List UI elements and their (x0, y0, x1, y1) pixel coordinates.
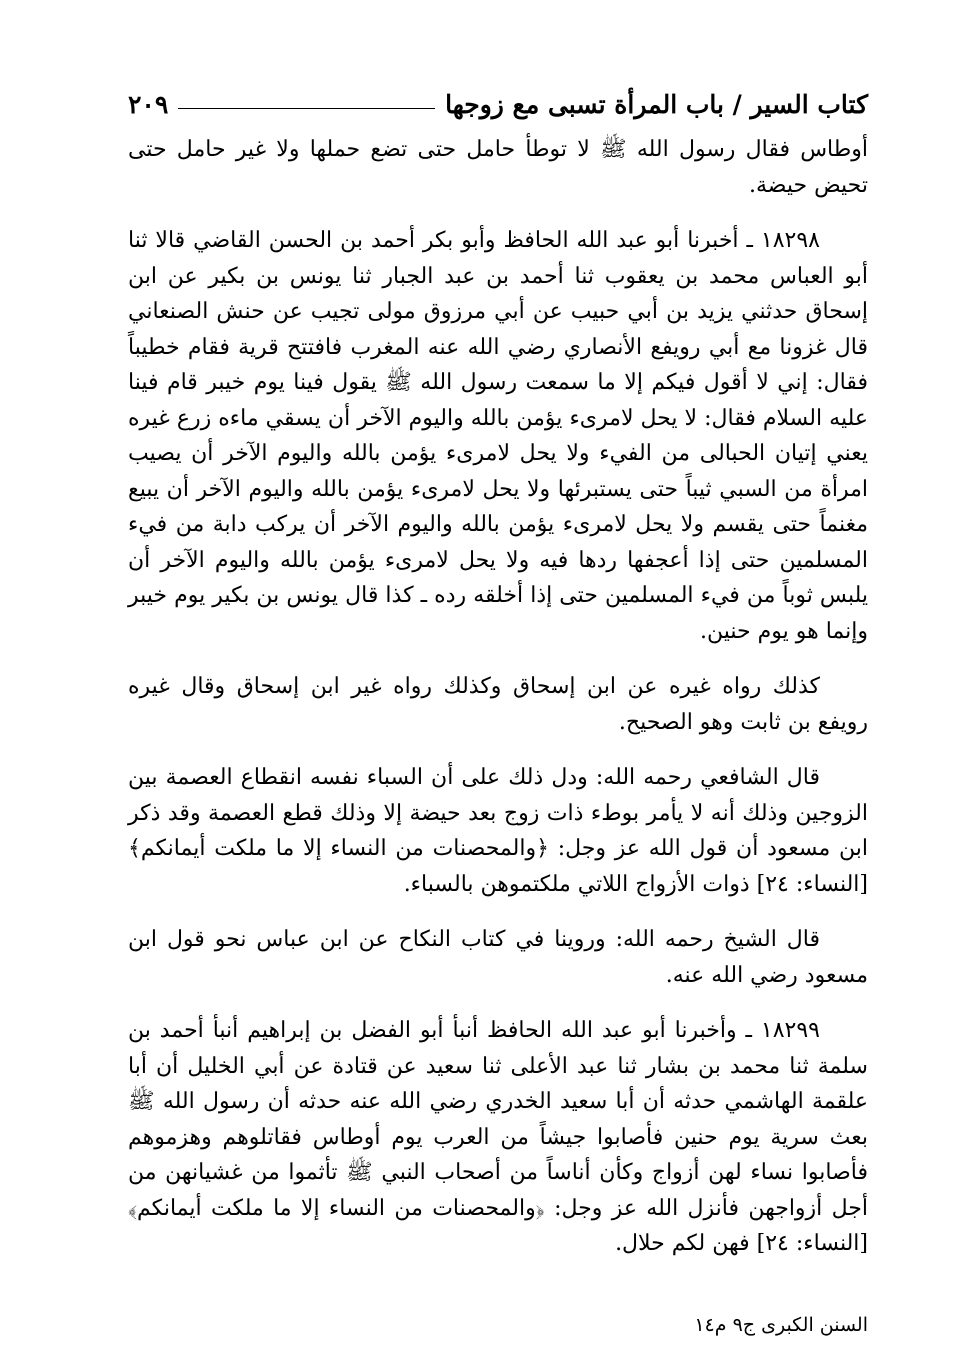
volume-signature: السنن الكبرى ج٩ م١٤ (694, 1314, 868, 1336)
paragraph-shaykh-comment: قال الشيخ رحمه الله: وروينا في كتاب النكاح عن ابن عباس نحو قول ابن مسعود رضي الله عنه. (128, 927, 868, 988)
page-number: ٢٠٩ (128, 89, 169, 119)
page-header (128, 84, 868, 124)
paragraph-hadith-18299: ١٨٢٩٩ ـ وأخبرنا أبو عبد الله الحافظ أنبأ أبو الفضل بن إبراهيم أنبأ أحمد بن سلمة ثنا محمد بن بشار ثنا عبد الأعلى ثنا سعيد عن قتادة عن أبي الخليل أن أبا علقمة الهاشمي حدثه أن أبا سعيد الخدري رضي الله عنه حدثه أن رسول الله ﷺ بعث سرية يوم حنين فأصابوا جيشاً من العرب يوم أوطاس فقاتلوهم وهزموهم فأصابوا نساء لهن أزواج وكأن أناساً من أصحاب النبي ﷺ تأثموا من غشيانهن من أجل أزواجهن فأنزل الله عز وجل: ﴿والمحصنات من النساء إلا ما ملكت أيمانكم﴾ [النساء: ٢٤] فهن لكم حلال. (128, 1018, 868, 1256)
header-rule (178, 108, 435, 109)
paragraph-shafii-comment: قال الشافعي رحمه الله: ودل ذلك على أن السباء نفسه انقطاع العصمة بين الزوجين وذلك أنه لا يأمر بوطء ذات زوج بعد حيضة إلا وذلك قطع العصمة وقد ذكر ابن مسعود أن قول الله عز وجل: ﴿والمحصنات من النساء إلا ما ملكت أيمانكم﴾ [النساء: ٢٤] ذوات الأزواج اللاتي ملكتموهن بالسباء. (128, 765, 868, 897)
running-title: كتاب السير / باب المرأة تسبى مع زوجها (445, 89, 868, 119)
page-body (128, 132, 868, 1282)
paragraph-continuation: أوطاس فقال رسول الله ﷺ لا توطأ حامل حتى تضع حملها ولا غير حامل حتى تحيض حيضة. (128, 137, 868, 198)
paragraph-narration-note: كذلك رواه غيره عن ابن إسحاق وكذلك رواه غير ابن إسحاق وقال غيره رويفع بن ثابت وهو الصحيح. (128, 674, 868, 735)
paragraph-hadith-18298: ١٨٢٩٨ ـ أخبرنا أبو عبد الله الحافظ وأبو بكر أحمد بن الحسن القاضي قالا ثنا أبو العباس محمد بن يعقوب ثنا أحمد بن عبد الجبار ثنا يونس بن بكير عن ابن إسحاق حدثني يزيد بن أبي حبيب عن أبي مرزوق مولى تجيب عن حنش الصنعاني قال غزونا مع أبي رويفع الأنصاري رضي الله عنه المغرب فافتتح قرية فقام خطيباً فقال: إني لا أقول فيكم إلا ما سمعت رسول الله ﷺ يقول فينا يوم خيبر قام فينا عليه السلام فقال: لا يحل لامرىء يؤمن بالله واليوم الآخر أن يسقي ماءه زرع غيره يعني إتيان الحبالى من الفيء ولا يحل لامرىء يؤمن بالله واليوم الآخر أن يصيب امرأة من السبي ثيباً حتى يستبرئها ولا يحل لامرىء يؤمن بالله واليوم الآخر أن يبيع مغنماً حتى يقسم ولا يحل لامرىء يؤمن بالله واليوم الآخر أن يركب دابة من فيء المسلمين حتى إذا أعجفها ردها فيه ولا يحل لامرىء يؤمن بالله واليوم الآخر أن يلبس ثوباً من فيء المسلمين حتى إذا أخلقه رده ـ كذا قال يونس بن بكير يوم خيبر وإنما هو يوم حنين. (128, 228, 868, 644)
